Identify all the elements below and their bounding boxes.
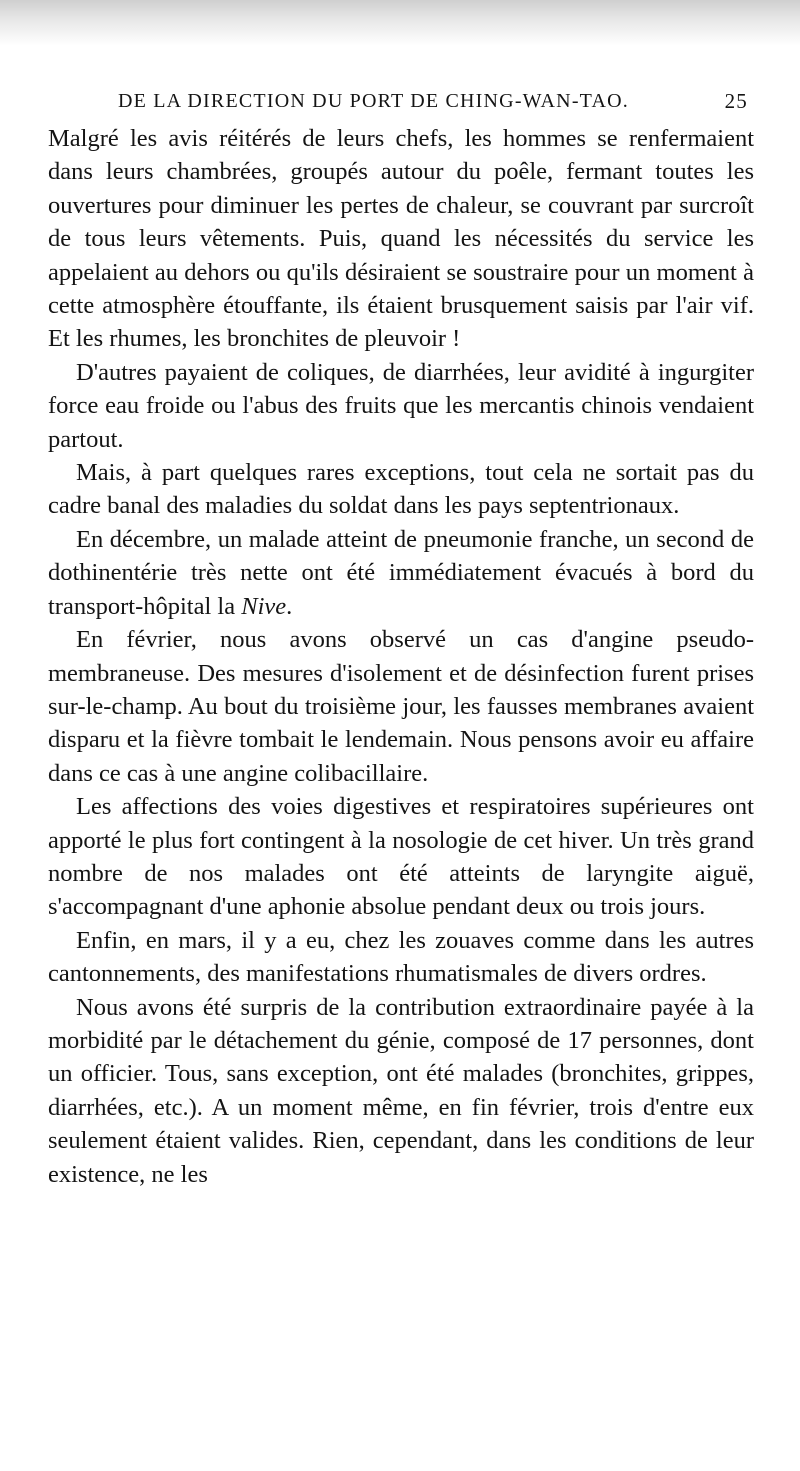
body-text [48,122,754,1191]
page-number: 25 [724,89,748,113]
paragraph: D'autres payaient de coliques, de diarrhées, leur avidité à ingurgiter force eau froide ou l'abus des fruits que les mercantis chinois vendaient partout. [48,358,754,453]
paragraph: Les affections des voies digestives et respiratoires supérieures ont apporté le plus fort contingent à la nosologie de cet hiver. Un très grand nombre de nos malades ont été atteints de laryngite aiguë, s'accompagnant d'une aphonie absolue pendant deux ou trois jours. [48,793,754,921]
running-header [118,84,748,118]
paragraph-text: En décembre, un malade atteint de pneumonie franche, un second de dothinentérie très nette ont été immédiatement évacués à bord du transport-hôpital la [48,525,754,620]
ship-name: Nive [241,592,287,620]
paragraph: Mais, à part quelques rares exceptions, tout cela ne sortait pas du cadre banal des maladies du soldat dans les pays septentrionaux. [48,459,754,520]
paragraph: Nous avons été surpris de la contribution extraordinaire payée à la morbidité par le détachement du génie, composé de 17 personnes, dont un officier. Tous, sans exception, ont été malades (bronchites, grippes, diarrhées, etc.). A un moment même, en fin février, trois d'entre eux seulement étaient valides. Rien, cependant, dans les conditions de leur existence, ne les [48,993,754,1188]
scan-edge-shadow [0,0,800,46]
paragraph [48,523,754,623]
paragraph-text: . [286,592,293,620]
paragraph: Enfin, en mars, il y a eu, chez les zouaves comme dans les autres cantonnements, des manifestations rhumatismales de divers ordres. [48,926,754,988]
paragraph: Malgré les avis réitérés de leurs chefs, les hommes se renfermaient dans leurs chambrées, groupés autour du poêle, fermant toutes les ouvertures pour diminuer les pertes de chaleur, se couvrant par surcroît de tous leurs vêtements. Puis, quand les nécessités du service les appelaient au dehors ou qu'ils désiraient se soustraire pour un moment à cette atmosphère étouffante, ils étaient brusquement saisis par l'air vif. Et les rhumes, les bronchites de pleuvoir ! [48,125,754,353]
paragraph: En février, nous avons observé un cas d'angine pseudo-membraneuse. Des mesures d'isolement et de désinfection furent prises sur-le-champ. Au bout du troisième jour, les fausses membranes avaient disparu et la fièvre tombait le lendemain. Nous pensons avoir eu affaire dans ce cas à une angine colibacillaire. [48,626,754,787]
running-title: DE LA DIRECTION DU PORT DE CHING-WAN-TAO. [118,90,629,112]
